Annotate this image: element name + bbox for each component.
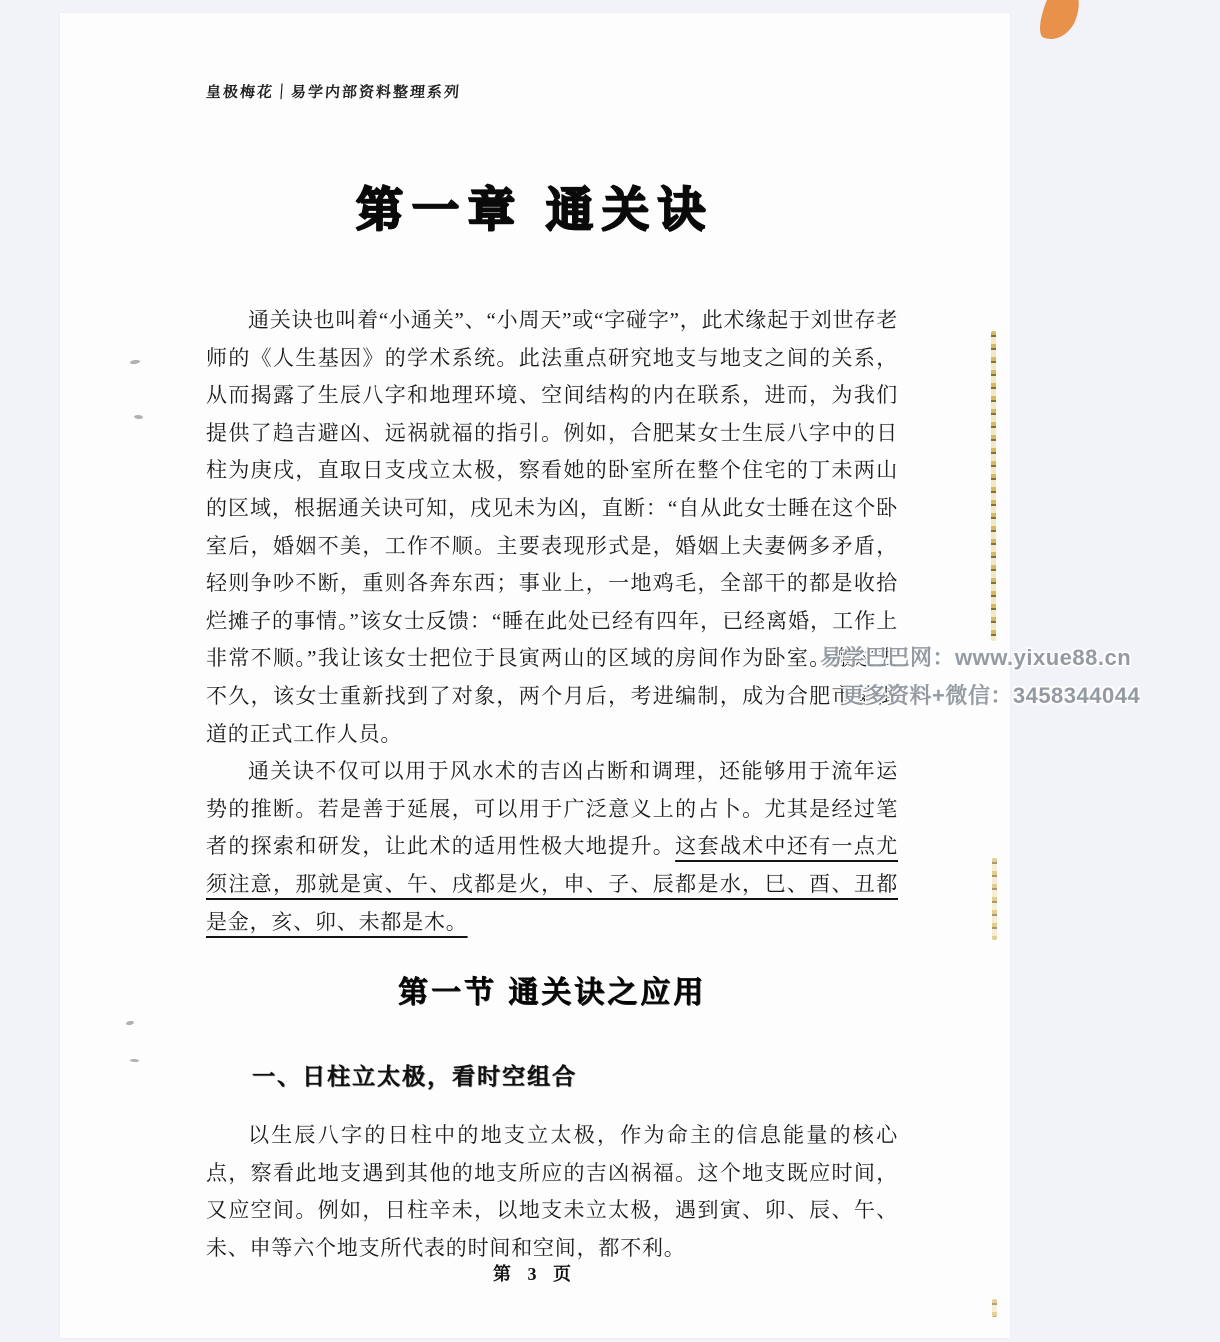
binding-edge-strip [992, 1299, 997, 1317]
book-page [60, 13, 1010, 1338]
series-header: 皇极梅花｜易学内部资料整理系列 [205, 85, 462, 101]
binding-edge-strip [992, 858, 997, 940]
paragraph-usage [206, 753, 898, 941]
margin-smudge [130, 359, 140, 364]
paragraph-usage-plain: 通关诀不仅可以用于风水术的吉凶占断和调理，还能够用于流年运势的推断。若是善于延展，可以用于广泛意义上的占卜。尤其是经过笔者的探索和研发，让此术的适用性极大地提升。 [206, 759, 898, 859]
margin-smudge [134, 415, 143, 420]
corner-orange-blob [1033, 0, 1086, 46]
body-content [206, 302, 898, 1267]
watermark-wechat: 更多资料+微信：3458344044 [842, 683, 1141, 708]
paragraph-application: 以生辰八字的日柱中的地支立太极，作为命主的信息能量的核心点，察看此地支遇到其他的地支所应的吉凶祸福。这个地支既应时间，又应空间。例如，日柱辛未，以地支未立太极，遇到寅、卯、辰、午、未、申等六个地支所代表的时间和空间，都不利。 [206, 1123, 898, 1260]
watermark-site: 易学巴巴网：www.yixue88.cn [820, 645, 1132, 670]
chapter-title: 第一章 通关诀 [355, 183, 715, 236]
paragraph-intro: 通关诀也叫着“小通关”、“小周天”或“字碰字”，此术缘起于刘世存老师的《人生基因》的学术系统。此法重点研究地支与地支之间的关系，从而揭露了生辰八字和地理环境、空间结构的内在联系，进而，为我们提供了趋吉避凶、远祸就福的指引。例如，合肥某女士生辰八字中的日柱为庚戌，直取日支戌立太极，察看她的卧室所在整个住宅的丁未两山的区域，根据通关诀可知，戌见未为凶，直断：“自从此女士睡在这个卧室后，婚姻不美，工作不顺。主要表现形式是，婚姻上夫妻俩多矛盾，轻则争吵不断，重则各奔东西；事业上，一地鸡毛，全部干的都是收拾烂摊子的事情。”该女士反馈：“睡在此处已经有四年，已经离婚，工作上非常不顺。”我让该女士把位于艮寅两山的区域的房间作为卧室。搬过去不久，该女士重新找到了对象，两个月后，考进编制，成为合肥市某街道的正式工作人员。 [206, 308, 898, 746]
margin-smudge [130, 1059, 139, 1063]
binding-edge-strip [991, 331, 996, 641]
subsection-title: 一、日柱立太极，看时空组合 [252, 1064, 577, 1090]
margin-smudge [126, 1020, 135, 1025]
underlined-note: 这套战术中还有一点尤须注意，那就是寅、午、戌都是火，申、子、辰都是水，巳、酉、丑都是金，亥、卯、未都是木。 [206, 834, 898, 934]
section-title: 第一节 通关诀之应用 [397, 976, 707, 1010]
page-number: 第 3 页 [493, 1264, 577, 1284]
